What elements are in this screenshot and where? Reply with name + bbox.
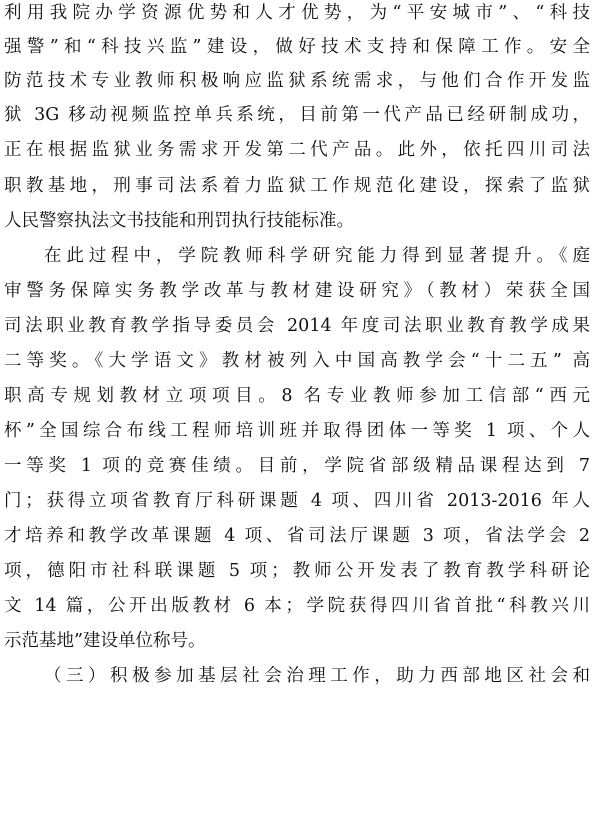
text-line: 项，德阳市社科联课题 5 项；教师公开发表了教育教学科研论 [4, 561, 590, 581]
text-line: 职高专规划教材立项项目。8 名专业教师参加工信部“西元 [4, 386, 590, 406]
text-line: 司法职业教育教学指导委员会 2014 年度司法职业教育教学成果 [4, 316, 590, 336]
text-line: 正在根据监狱业务需求开发第二代产品。此外，依托四川司法 [4, 140, 590, 160]
text-line: 防范技术专业教师积极响应监狱系统需求，与他们合作开发监 [4, 71, 590, 91]
text-line: 二等奖。《大学语文》教材被列入中国高教学会“十二五” 高 [4, 351, 590, 371]
section-heading-line: （三）积极参加基层社会治理工作，助力西部地区社会和 [44, 666, 590, 686]
text-line: 示范基地”建设单位称号。 [4, 631, 206, 651]
text-line: 一等奖 1 项的竞赛佳绩。目前，学院省部级精品课程达到 7 [4, 456, 590, 476]
text-line: 职教基地，刑事司法系着力监狱工作规范化建设，探索了监狱 [4, 176, 590, 196]
text-line: 人民警察执法文书技能和刑罚执行技能标准。 [4, 211, 354, 231]
text-line: 门；获得立项省教育厅科研课题 4 项、四川省 2013-2016 年人 [4, 491, 590, 511]
paragraph-first-line: 在此过程中，学院教师科学研究能力得到显著提升。《庭 [44, 246, 590, 266]
text-line: 杯”全国综合布线工程师培训班并取得团体一等奖 1 项、个人 [4, 421, 590, 441]
text-line: 利用我院办学资源优势和人才优势，为“平安城市”、“科技 [4, 3, 590, 23]
text-line: 文 14 篇，公开出版教材 6 本；学院获得四川省首批“科教兴川 [4, 596, 590, 616]
text-line: 狱 3G 移动视频监控单兵系统，目前第一代产品已经研制成功， [4, 105, 590, 125]
text-line: 才培养和教学改革课题 4 项、省司法厅课题 3 项，省法学会 2 [4, 526, 590, 546]
text-line: 强警”和“科技兴监”建设，做好技术支持和保障工作。安全 [4, 37, 590, 57]
text-line: 审警务保障实务教学改革与教材建设研究》（教材）荣获全国 [4, 281, 590, 301]
